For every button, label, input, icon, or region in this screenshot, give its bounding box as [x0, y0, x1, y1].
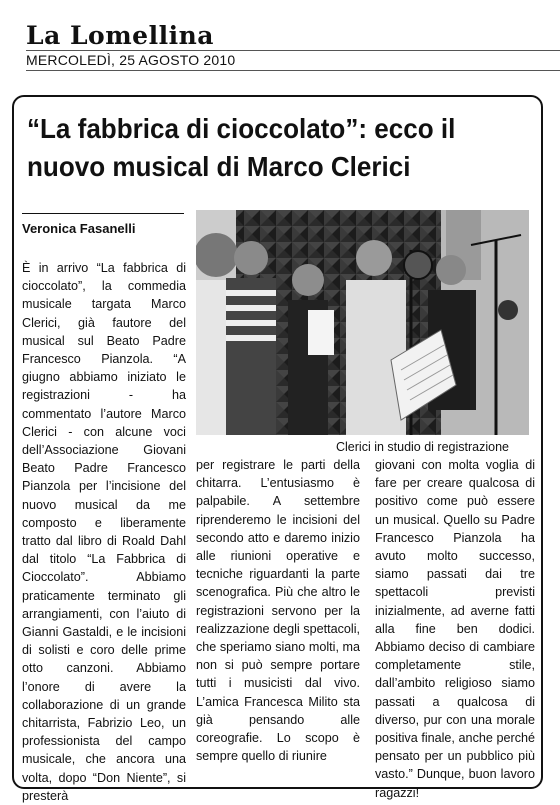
masthead-rule-top — [26, 50, 560, 51]
byline: Veronica Fasanelli — [22, 221, 136, 236]
newspaper-name: La Lomellina — [26, 21, 214, 50]
recording-studio-photo — [196, 210, 529, 435]
article-column-1: È in arrivo “La fabbrica di cioccolato”, la commedia musicale targata Marco Clerici, già fautore del musical sul Beato Padre Francesco Pianzola. “A giugno abbiamo iniziato le registrazioni - ha commentato l’autore Marco Clerici - con alcune voci dell’Associazione Giovani Beato Padre Francesco Pianzola per l’incisione del nuovo musical da me composto e liberamente tratto dal libro di Roald Dahl dal titolo “La Fabbrica di Cioccolato”. Abbiamo praticamente terminato gli arrangiamenti, con l’aiuto di Gianni Gastaldi, e le incisioni di solisti e coro delle prime otto canzoni. Abbiamo l’onore di avere la collaborazione di un grande chitarrista, Fabrizio Leo, un professionista del campo musicale, che ancora una volta, dopo “Don Niente”, si presterà — [22, 261, 186, 803]
article-column-2: per registrare le parti della chitarra. L’entusiasmo è palpabile. A settembre riprenderemo le incisioni del secondo atto e daremo inizio alle riunioni operative e tecniche riguardanti la parte scenografica. Più che altro le registrazioni servono per la realizzazione degli spettacoli, che speriamo siano molti, ma non si può sempre portare tutti i musicisti dal vivo. L’amica Francesca Milito sta già pensando alle coreografie. Lo scopo è sempre quello di riunire — [196, 458, 360, 764]
dateline: MERCOLEDÌ, 25 AGOSTO 2010 — [26, 52, 236, 68]
article-headline: “La fabbrica di cioccolato”: ecco il nuovo musical di Marco Clerici — [27, 113, 456, 182]
masthead — [26, 22, 560, 50]
photo-caption: Clerici in studio di registrazione — [336, 440, 509, 454]
masthead-rule-bottom — [26, 70, 560, 71]
byline-rule — [22, 213, 184, 214]
article-column-3: giovani con molta voglia di fare per creare qualcosa di positivo come può essere un musical. Quello su Padre Francesco Pianzola ha avuto molto successo, siamo passati dai tre spettacoli previsti inizialmente, ad averne fatti alla fine ben dodici. Abbiamo deciso di cambiare completamente stile, dall’ambito religioso siamo passati a qualcosa di diverso, pur con una morale positiva finale, anche perché pensato per un pubblico più vasto.” Dunque, buon lavoro ragazzi! — [375, 458, 535, 800]
